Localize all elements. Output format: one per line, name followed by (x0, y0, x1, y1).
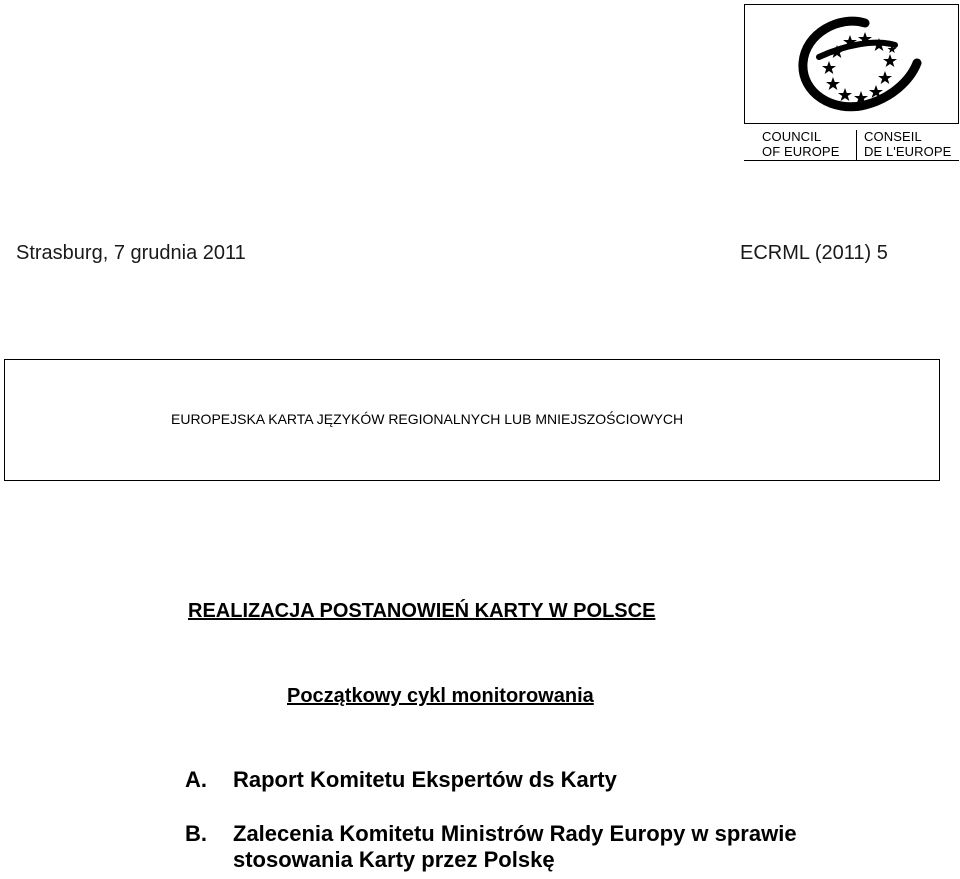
charter-title: EUROPEJSKA KARTA JĘZYKÓW REGIONALNYCH LUB MNIEJSZOŚCIOWYCH (171, 411, 684, 427)
logo-fr-line1: CONSEIL (864, 129, 922, 144)
logo-separator (856, 130, 857, 160)
star-icon (878, 71, 892, 84)
list-item-text: Zalecenia Komitetu Ministrów Rady Europy w sprawie stosowania Karty przez Polskę (233, 821, 797, 872)
logo-en-line1: COUNCIL (762, 129, 822, 144)
main-heading: REALIZACJA POSTANOWIEŃ KARTY W POLSCE (188, 600, 656, 622)
list-item-marker: A. (185, 767, 207, 792)
logo-emblem-graphic (745, 5, 958, 123)
star-icon (838, 88, 852, 101)
star-icon (883, 54, 897, 67)
star-icon (822, 61, 836, 74)
council-of-europe-logo (744, 4, 959, 159)
place-and-date: Strasburg, 7 grudnia 2011 (16, 242, 246, 264)
logo-emblem (744, 4, 959, 124)
logo-fr-line2: DE L'EUROPE (864, 144, 952, 159)
star-icon (826, 77, 840, 90)
logo-wordmark-en (762, 129, 839, 159)
list-item-text: Raport Komitetu Ekspertów ds Karty (233, 767, 617, 792)
list-item-marker: B. (185, 821, 207, 846)
list-item (185, 821, 915, 877)
document-reference: ECRML (2011) 5 (740, 242, 888, 264)
sub-heading: Początkowy cykl monitorowania (287, 685, 594, 707)
logo-wordmark-fr (864, 129, 951, 159)
logo-wordmark (744, 129, 959, 161)
charter-title-box (4, 359, 940, 481)
logo-e-bar (819, 43, 895, 57)
list-item (185, 767, 915, 795)
logo-en-line2: OF EUROPE (762, 144, 840, 159)
